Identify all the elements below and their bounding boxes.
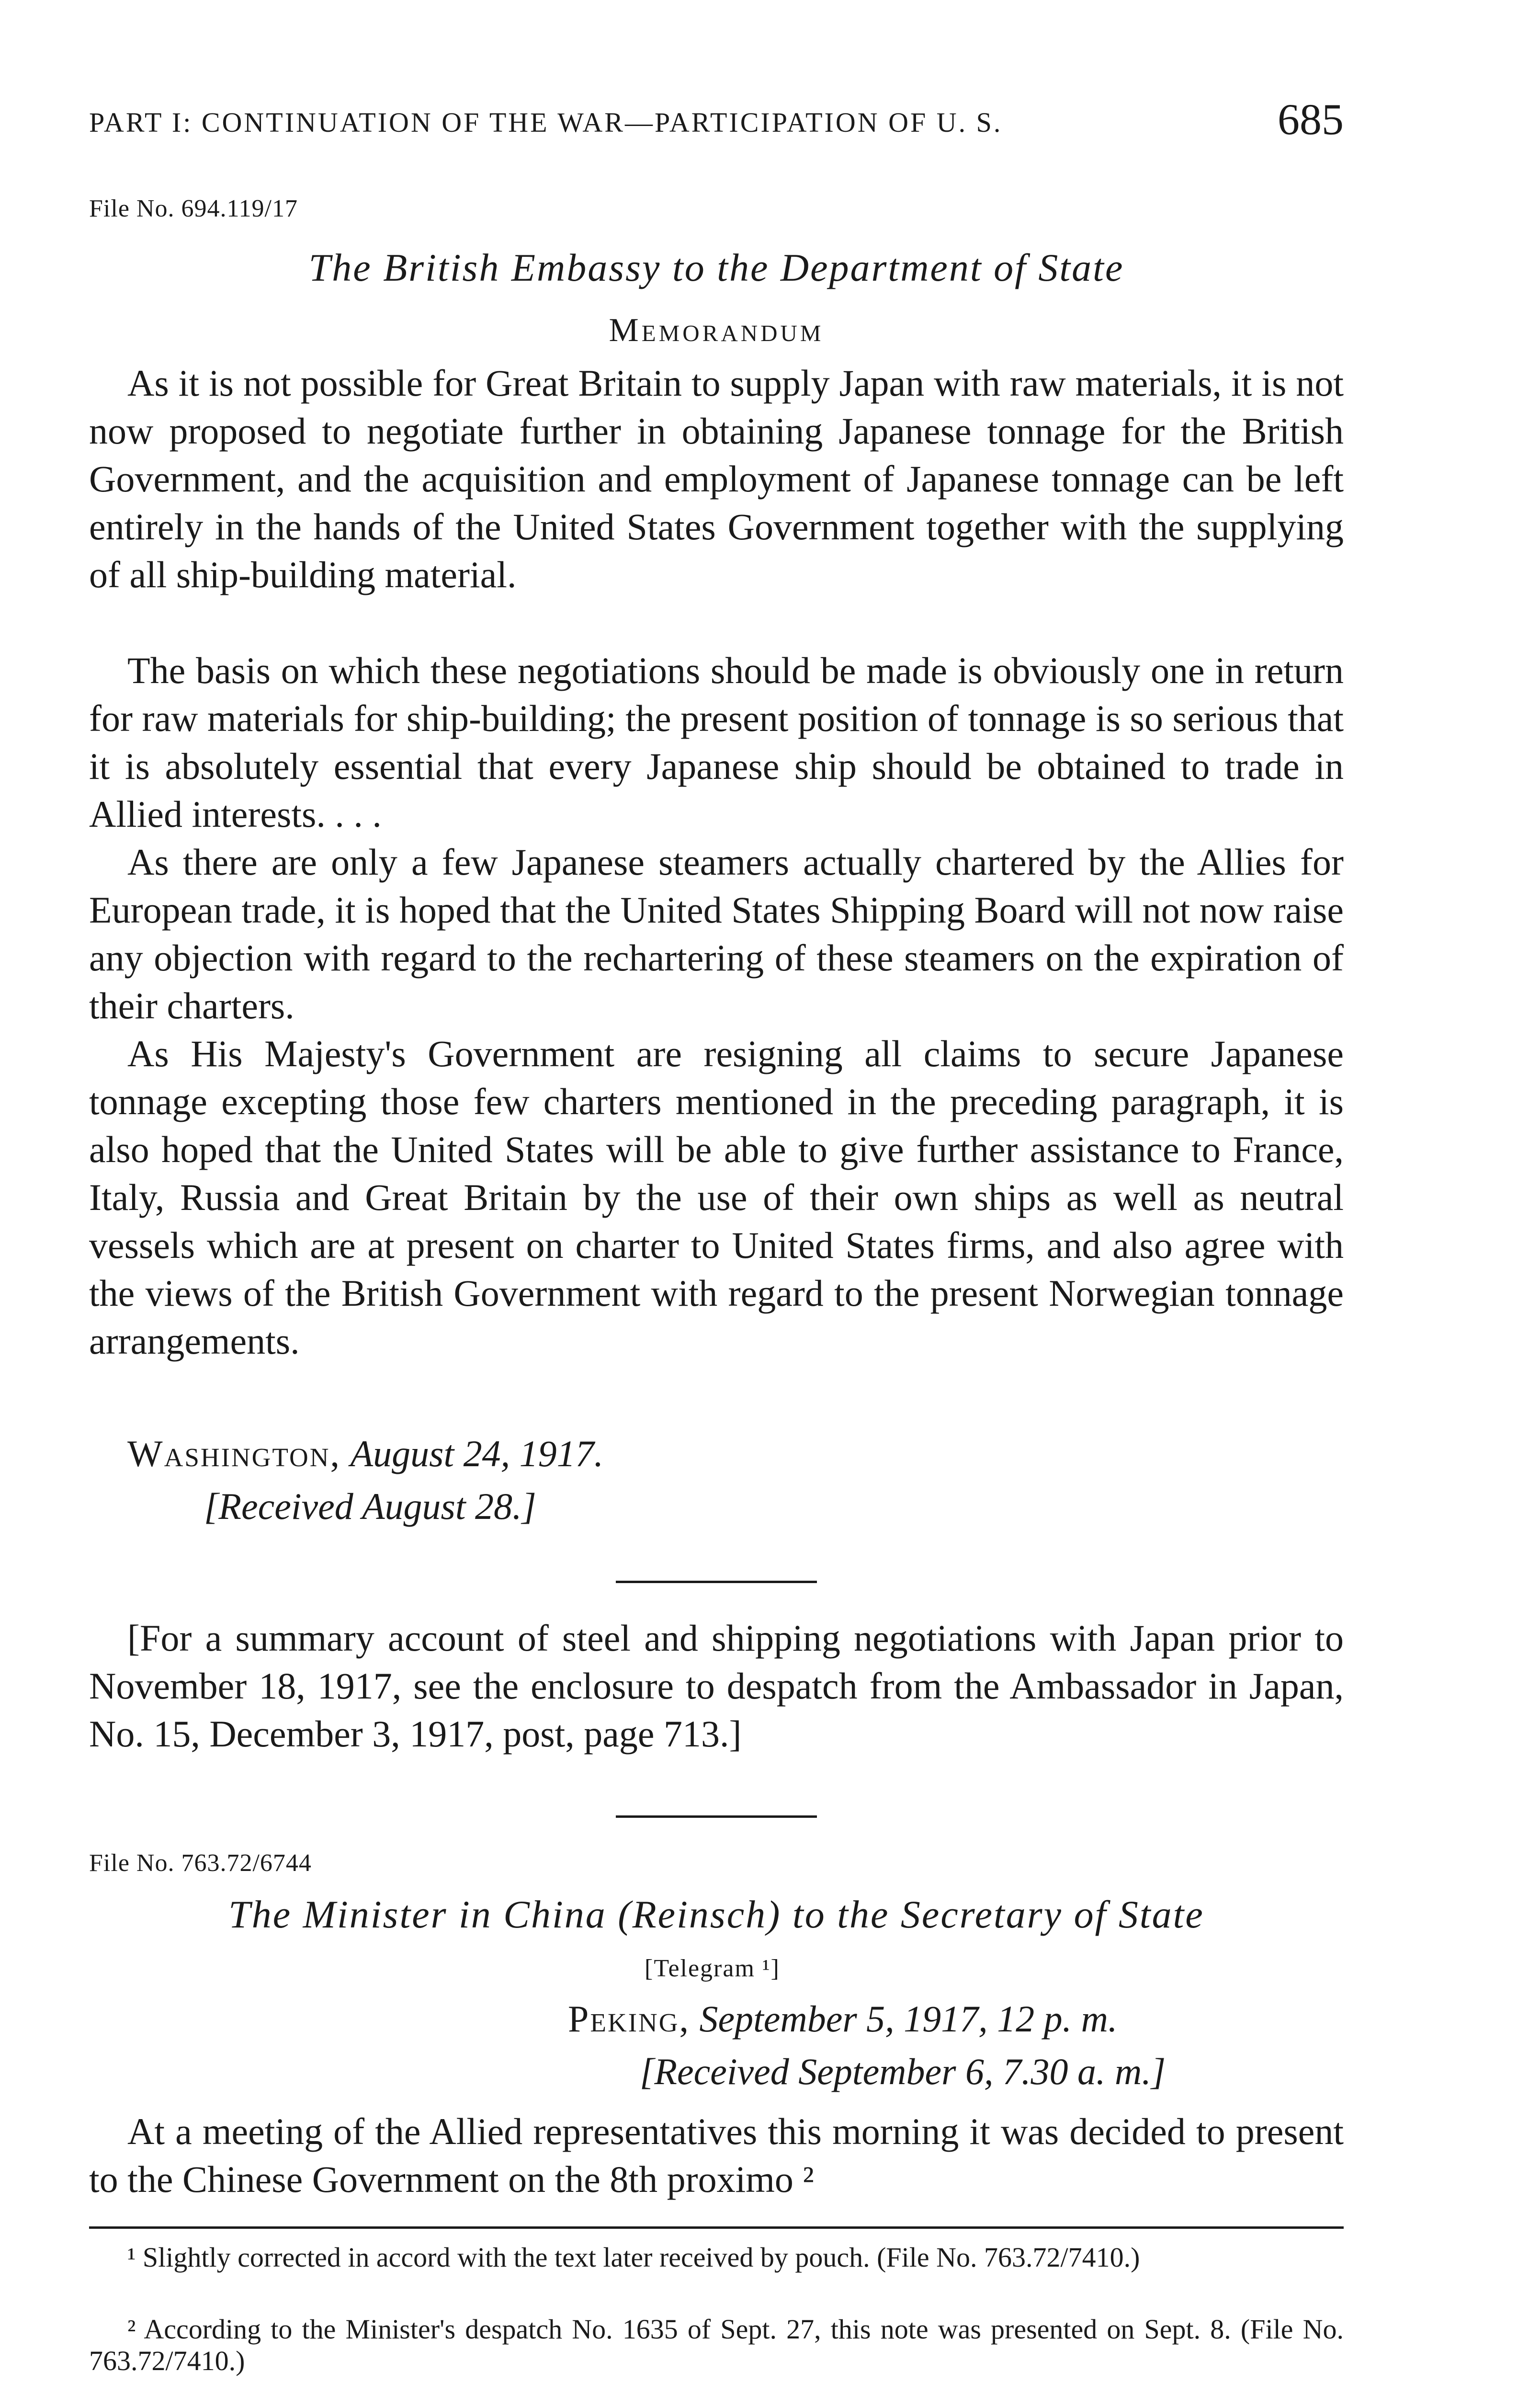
- memo-paragraph-4: As His Majesty's Government are resigning all claims to secure Japanese tonnage excepting those few charters mentioned in the preceding paragraph, it is also hoped that the United States will be able to give further assistance to France, Italy, Russia and Great Britain by the use of their own ships as well as neutral vessels which are at present on charter to United States firms, and also agree with the views of the British Government with regard to the present Norwegian tonnage arrangements.: [89, 1033, 1344, 1362]
- file-number-1: File No. 694.119/17: [89, 195, 298, 222]
- signature-line: [127, 1432, 603, 1475]
- received-note-1: [Received August 28.]: [204, 1485, 536, 1527]
- memo-paragraph-1: As it is not possible for Great Britain to supply Japan with raw materials, it is not now proposed to negotiate further in obtaining Japanese tonnage for the British Government, and the acquisition and employment of Japanese tonnage can be left entirely in the hands of the United States Government together with the supplying of all ship-building material.: [89, 362, 1344, 595]
- dateline-place: Peking,: [568, 1998, 690, 2040]
- signature-place: Washington,: [127, 1433, 341, 1474]
- memo-paragraph-2: The basis on which these negotiations should be made is obviously one in return for raw materials for ship-building; the present position of tonnage is so serious that it is absolutely essential that every Japanese ship should be obtained to trade in Allied interests. . . .: [89, 650, 1344, 835]
- signature-date: August 24, 1917.: [350, 1433, 604, 1474]
- document-heading-1: The British Embassy to the Department of State: [308, 246, 1124, 289]
- memorandum-label: Memorandum: [609, 312, 824, 349]
- footnote-rule: [89, 2226, 1344, 2229]
- telegram-paragraph: At a meeting of the Allied representatives this morning it was decided to present to the Chinese Government on the 8th proximo ²: [89, 2110, 1344, 2200]
- document-heading-2: The Minister in China (Reinsch) to the Secretary of State: [228, 1893, 1204, 1936]
- editorial-note: [For a summary account of steel and shipping negotiations with Japan prior to November 18, 1917, see the enclosure to despatch from the Ambassador in Japan, No. 15, December 3, 1917, post, page 713.]: [89, 1617, 1344, 1755]
- dateline-date: September 5, 1917, 12 p. m.: [699, 1998, 1118, 2040]
- dateline: [568, 1997, 1118, 2041]
- memo-paragraph-3: As there are only a few Japanese steamers actually chartered by the Allies for European trade, it is hoped that the United States Shipping Board will not now raise any objection with regard to the rechartering of these steamers on the expiration of their charters.: [89, 841, 1344, 1026]
- file-number-2: File No. 763.72/6744: [89, 1849, 312, 1877]
- telegram-label: [Telegram ¹]: [645, 1955, 780, 1982]
- received-note-2: [Received September 6, 7.30 a. m.]: [640, 2051, 1166, 2092]
- section-divider-1: [616, 1581, 817, 1583]
- document-page: [89, 0, 1344, 2395]
- section-divider-2: [616, 1815, 817, 1818]
- running-header-title: PART I: CONTINUATION OF THE WAR—PARTICIPATION OF U. S.: [89, 107, 1003, 138]
- footnote-1: ¹ Slightly corrected in accord with the text later received by pouch. (File No. 763.72/7410.): [127, 2242, 1140, 2273]
- page-number: 685: [1278, 95, 1344, 144]
- footnote-2: ² According to the Minister's despatch No. 1635 of Sept. 27, this note was presented on Sept. 8. (File No. 763.72/7410.): [89, 2314, 1344, 2376]
